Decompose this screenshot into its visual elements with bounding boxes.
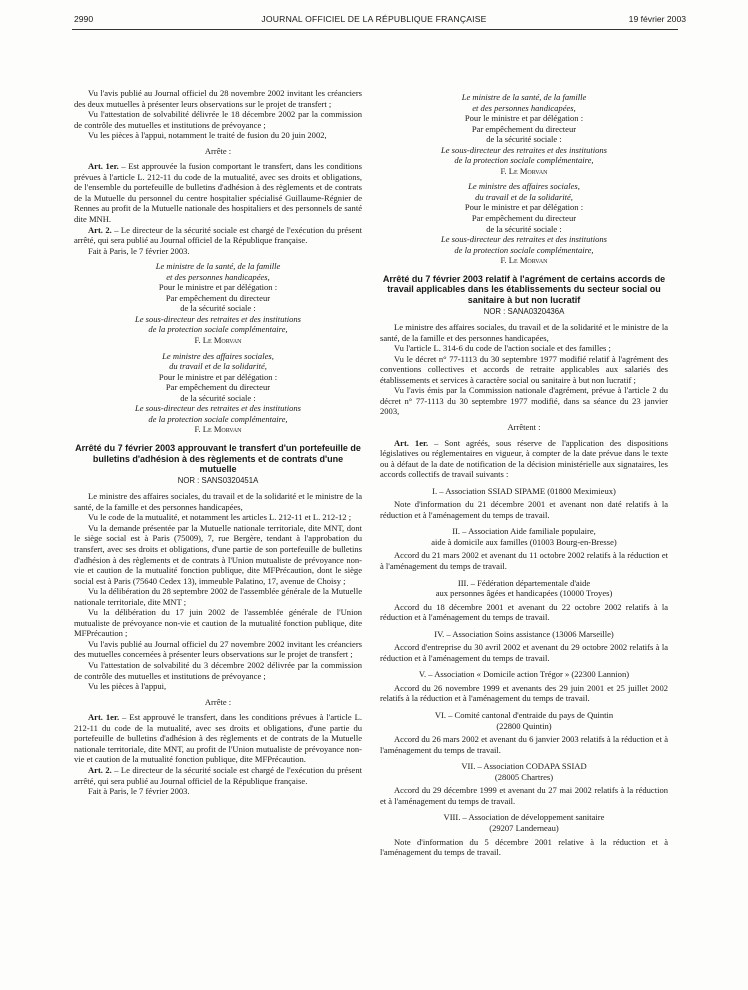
- signature-line: Par empêchement du directeur: [165, 292, 271, 303]
- signature-line: Le ministre de la santé, de la famille: [155, 261, 281, 272]
- arrete-heading: Arrêtent :: [507, 422, 541, 432]
- page-number: 2990: [74, 14, 94, 24]
- agreement-text: Accord du 21 mars 2002 et avenant du 11 octobre 2002 relatifs à la réduction et à l'aménagement du temps de travail.: [380, 550, 668, 572]
- article-label: Art. 2.: [88, 764, 112, 775]
- paragraph: Le ministre des affaires sociales, du travail et de la solidarité et le ministre de la santé, de la famille et des personnes handicapées,: [74, 491, 362, 512]
- journal-title: JOURNAL OFFICIEL DE LA RÉPUBLIQUE FRANÇAISE: [261, 14, 487, 24]
- article-1: Art. 1er. – Est approuvé le transfert, dans les conditions prévues à l'article L. 212-11 du code de la mutualité, avec ses droits et obligations, d'une partie du portefeuille de bulletins d'adhésion à des règlements et de contrats de la Mutuelle nationale territoriale, dite MNT, au profit de l'Union mutualiste de prévoyance non-vie et caution de la mutualité fonction publique, dite MFPrécaution.: [74, 712, 362, 765]
- signature-line: Pour le ministre et par délégation :: [464, 202, 584, 213]
- article-2: Art. 2. – Le directeur de la sécurité sociale est chargé de l'exécution du présent arrêté, qui sera publié au Journal officiel de la République française.: [74, 224, 362, 246]
- signatory-name: F. Le Morvan: [500, 165, 548, 176]
- agreement-list: [380, 480, 668, 858]
- arrete-heading: Arrête :: [204, 696, 232, 707]
- signature-line: Le ministre des affaires sociales,: [468, 181, 580, 192]
- paragraph: Vu la délibération du 28 septembre 2002 de l'assemblée générale de la Mutuelle nationale territoriale, dite MNT ;: [74, 586, 362, 607]
- signature-block: [380, 92, 668, 176]
- signature-line: du travail et de la solidarité,: [475, 191, 573, 202]
- agreement-heading: aide à domicile aux familles (01003 Bourg-en-Bresse): [431, 536, 617, 547]
- signature-line: Le sous-directeur des retraites et des institutions: [440, 234, 608, 245]
- agreement-heading: II. – Association Aide familiale populaire,: [452, 526, 596, 537]
- paragraph: Vu la demande présentée par la Mutuelle nationale territoriale, dite MNT, dont le siège social est à Paris (75009), 7, rue Bergère, tendant à l'approbation du transfert, avec ses droits et obligations, d'une partie de son portefeuille de bulletins d'adhésion à des règlements et de contrats à l'Union mutualiste de prévoyance non-vie et caution de la mutualité fonction publique, dite MFPrécaution, dont le siège social est à Paris (75640 Cedex 13), immeuble Palatino, 17, avenue de Choisy ;: [74, 522, 362, 586]
- paragraph: Vu les pièces à l'appui,: [88, 681, 167, 692]
- signature-line: Le sous-directeur des retraites et des institutions: [134, 313, 302, 324]
- agreement-heading: (28005 Chartres): [494, 771, 554, 782]
- article-label: Art. 1er.: [88, 712, 120, 723]
- signature-line: Le sous-directeur des retraites et des institutions: [134, 403, 302, 414]
- paragraph: Vu l'avis émis par la Commission nationale d'agrément, prévue à l'article 2 du décret n° 77-1113 du 30 septembre 1977 modifié, dans sa séance du 23 janvier 2003,: [380, 385, 668, 417]
- agreement-text: Accord du 26 novembre 1999 et avenants des 29 juin 2001 et 25 juillet 2002 relatifs à la réduction et à l'aménagement du temps de travail.: [380, 682, 668, 704]
- paragraph: Vu l'avis publié au Journal officiel du 28 novembre 2002 invitant les créanciers des deux mutuelles à présenter leurs observations sur le projet de transfert ;: [74, 88, 362, 109]
- agreement-heading: (29207 Landerneau): [489, 822, 559, 833]
- agreement-heading: (22800 Quintin): [496, 720, 552, 731]
- header-rule: [72, 29, 678, 30]
- signature-block: [380, 181, 668, 265]
- signature-line: Par empêchement du directeur: [471, 123, 577, 134]
- agreement-heading: VI. – Comité cantonal d'entraide du pays de Quintin: [434, 710, 614, 721]
- signature-line: et des personnes handicapées,: [166, 271, 270, 282]
- signature-line: et des personnes handicapées,: [472, 102, 576, 113]
- article-label: Art. 1er.: [88, 161, 119, 172]
- nor-reference: NOR : SANA0320436A: [483, 306, 565, 316]
- nor-reference: NOR : SANS0320451A: [177, 475, 259, 485]
- signature-line: de la protection sociale complémentaire,: [454, 155, 594, 166]
- article-label: Art. 1er.: [394, 437, 429, 448]
- paragraph: Vu les pièces à l'appui, notamment le traité de fusion du 20 juin 2002,: [88, 130, 327, 141]
- agreement-text: Accord du 18 décembre 2001 et avenant du 22 octobre 2002 relatifs à la réduction et à l'aménagement du temps de travail.: [380, 601, 668, 623]
- paragraph: Vu l'article L. 314-6 du code de l'action sociale et des familles ;: [394, 343, 611, 354]
- agreement-heading: VII. – Association CODAPA SSIAD: [461, 761, 587, 772]
- agreement-text: Note d'information du 21 décembre 2001 et avenant non daté relatifs à la réduction et à l'aménagement du temps de travail.: [380, 499, 668, 520]
- agreement-text: Accord d'entreprise du 30 avril 2002 et avenant du 29 octobre 2002 relatifs à la réduction et à l'aménagement du temps de travail.: [380, 642, 668, 663]
- signatory-name: F. Le Morvan: [194, 424, 242, 435]
- signature-line: du travail et de la solidarité,: [169, 361, 267, 372]
- agreement-heading: aux personnes âgées et handicapées (10000 Troyes): [435, 588, 613, 599]
- decree-title: Arrêté du 7 février 2003 relatif à l'agrément de certains accords de travail applicables dans les établissements du secteur social ou sanitaire à but non lucratif: [382, 273, 666, 305]
- article-2: Art. 2. – Le directeur de la sécurité sociale est chargé de l'exécution du présent arrêté, qui sera publié au Journal officiel de la République française.: [74, 764, 362, 786]
- signatory-name: F. Le Morvan: [194, 335, 242, 346]
- article-1: Art. 1er. – Sont agréés, sous réserve de l'application des dispositions législatives ou réglementaires en vigueur, à compter de la date prévue dans le texte ou à défaut de la date de notification de la décision ministérielle aux signataires, les accords collectifs de travail suivants :: [380, 437, 668, 480]
- paragraph: Vu l'attestation de solvabilité délivrée le 18 décembre 2002 par la commission de contrôle des mutuelles et institutions de prévoyance ;: [74, 109, 362, 130]
- right-column: [380, 92, 668, 858]
- arrete-heading: Arrête :: [204, 145, 232, 156]
- decree-title: Arrêté du 7 février 2003 approuvant le transfert d'un portefeuille de bulletins d'adhésion à des règlements et de contrats d'une mutuelle: [75, 442, 361, 475]
- agreement-heading: VIII. – Association de développement sanitaire: [443, 812, 605, 823]
- paragraph: Le ministre des affaires sociales, du travail et de la solidarité et le ministre de la santé, de la famille et des personnes handicapées,: [380, 322, 668, 343]
- signature-line: de la sécurité sociale :: [486, 134, 562, 145]
- signature-line: Pour le ministre et par délégation :: [464, 113, 584, 124]
- signature-line: Par empêchement du directeur: [165, 382, 271, 393]
- signature-line: Pour le ministre et par délégation :: [158, 282, 278, 293]
- page-header: [0, 14, 748, 28]
- signatory-name: F. Le Morvan: [500, 255, 548, 266]
- paragraph: Vu le code de la mutualité, et notamment les articles L. 212-11 et L. 212-12 ;: [88, 512, 352, 523]
- signature-line: de la sécurité sociale :: [180, 392, 256, 403]
- paragraph: Vu l'attestation de solvabilité du 3 décembre 2002 délivrée par la commission de contrôle des mutuelles et institutions de prévoyance ;: [74, 660, 362, 681]
- fait-a-paris: Fait à Paris, le 7 février 2003.: [88, 786, 190, 797]
- article-label: Art. 2.: [88, 224, 112, 235]
- signature-line: Le ministre de la santé, de la famille: [461, 92, 587, 102]
- signature-line: Le sous-directeur des retraites et des institutions: [440, 144, 608, 155]
- paragraph: Vu le décret n° 77-1113 du 30 septembre 1977 modifié relatif à l'agrément des conventions collectives et accords de retraite applicables aux salariés des établissements et services à caractère social ou sanitaire à but non lucratif ;: [380, 353, 668, 385]
- signature-line: de la sécurité sociale :: [180, 303, 256, 314]
- agreement-text: Note d'information du 5 décembre 2001 relative à la réduction et à l'aménagement du temps de travail.: [380, 836, 668, 858]
- signature-block: [74, 261, 362, 345]
- agreement-heading: I. – Association SSIAD SIPAME (01800 Meximieux): [432, 485, 616, 496]
- signature-line: de la protection sociale complémentaire,: [148, 413, 288, 424]
- signature-line: de la sécurité sociale :: [486, 223, 562, 234]
- agreement-heading: III. – Fédération départementale d'aide: [457, 577, 591, 588]
- signature-line: de la protection sociale complémentaire,: [148, 324, 288, 335]
- issue-date: 19 février 2003: [628, 14, 686, 24]
- agreement-text: Accord du 26 mars 2002 et avenant du 6 janvier 2003 relatifs à la réduction et à l'aménagement du temps de travail.: [380, 734, 668, 755]
- signature-line: de la protection sociale complémentaire,: [454, 244, 594, 255]
- agreement-heading: IV. – Association Soins assistance (13006 Marseille): [434, 628, 614, 639]
- left-column: [74, 88, 362, 797]
- agreement-text: Accord du 29 décembre 1999 et avenant du 27 mai 2002 relatifs à la réduction et à l'aménagement du temps de travail.: [380, 785, 668, 806]
- agreement-heading: V. – Association « Domicile action Trégor » (22300 Lannion): [418, 669, 630, 680]
- fait-a-paris: Fait à Paris, le 7 février 2003.: [88, 245, 190, 256]
- signature-line: Pour le ministre et par délégation :: [158, 371, 278, 382]
- signature-line: Par empêchement du directeur: [471, 213, 577, 224]
- signature-line: Le ministre des affaires sociales,: [162, 350, 274, 361]
- article-1: Art. 1er. – Est approuvée la fusion comportant le transfert, dans les conditions prévues à l'article L. 212-11 du code de la mutualité, avec ses droits et obligations, de l'ensemble du portefeuille de bulletins d'adhésion à des règlements et de contrats de la Mutuelle du personnel du centre hospitalier spécialisé Guillaume-Régnier de Rennes au profit de la Mutuelle nationale des hospitaliers et des personnels de santé dite MNH.: [74, 161, 362, 225]
- paragraph: Vu la délibération du 17 juin 2002 de l'assemblée générale de l'Union mutualiste de prévoyance non-vie et caution de la mutualité fonction publique, dite MFPrécaution ;: [74, 607, 362, 639]
- paragraph: Vu l'avis publié au Journal officiel du 27 novembre 2002 invitant les créanciers des mutuelles concernées à présenter leurs observations sur le projet de transfert ;: [74, 638, 362, 660]
- signature-block: [74, 351, 362, 435]
